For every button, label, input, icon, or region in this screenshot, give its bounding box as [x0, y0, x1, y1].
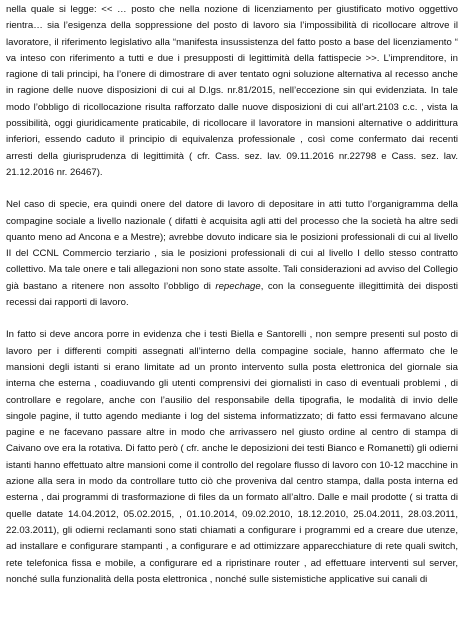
paragraph-3: In fatto si deve ancora porre in evidenza che i testi Biella e Santorelli , non sempre presenti sul posto di lavoro per i differenti compiti assegnati all’interno della compagine sociale, hanno affermato che le mansioni degli istanti si erano limitate ad un pronto intervento sulla posta elettronica del giornale sia interna che esterna , coadiuvando gli utenti comprensivi dei giornalisti in caso di eventuali problemi , di controllare e regolare, anche con l’ausilio del responsabile della tipografia, le modalità di invio delle singole pagine, il tutto agendo mediante i log del sistema informatizzato; di fatto essi fermavano alcune pagine e ne facevano passare altre in modo che arrivassero nel giusto ordine al centro di stampa di Caivano ove era la rotativa. Di fatto però ( cfr. anche le deposizioni dei testi Bianco e Romanetti) gli odierni istanti hanno effettuato altre mansioni come il controllo del regolare flusso di lavoro con 10-12 macchine in azione alla sera in modo da controllare tutto ciò che proveniva dal centro stampa, dalla posta interna ed esterna , dai programmi di trasformazione di files da un formato all’altro. Dalle e mail prodotte ( si tratta di quelle datate 14.04.2012, 05.02.2015, , 01.10.2014, 09.02.2010, 18.12.2010, 25.04.2011, 28.03.2011, 22.03.2011), gli odierni reclamanti sono stati chiamati a configurare i programmi ed a creare due utenze, ad installare e configurare stampanti , a configurare e ad ottimizzare apparecchiature di rete quali switch, rete telefonica fissa e mobile, a configurare ed a ripristinare router , ad effettuare interventi sul server, nonché sulla funzionalità della posta elettronica , nonché sulle sistemistiche applicative sui canali di [6, 329, 458, 585]
paragraph-2-text-before: Nel caso di specie, era quindi onere del datore di lavoro di depositare in atti tutto l’organigramma della compagine sociale a livello nazionale ( difatti è acquisita agli atti del processo che la società ha altre sedi quanto meno ad Ancona e a Mestre); avrebbe dovuto indicare sia le posizioni professionali di cui al livello II del CCNL Commercio terziario , sia le posizioni professionali di cui al livello I dello stesso contratto collettivo. Ma tale onere e tali allegazioni non sono state assolte. Tali considerazioni ad avviso del Collegio già bastano a ritenere non assolto l’obbligo di [6, 199, 458, 292]
repechage-term: repechage [215, 280, 261, 292]
paragraph-2 [6, 197, 458, 311]
paragraph-2-text-after: , con la conseguente illegittimità dei disposti recessi dai rapporti di lavoro. [6, 280, 458, 309]
paragraph-1: nella quale si legge: << … posto che nella nozione di licenziamento per giustificato motivo oggettivo rientra… sia l’esigenza della soppressione del posto di lavoro sia l’impossibilità di ricollocare altrove il lavoratore, il riferimento legislativo alla “manifesta insussistenza del fatto posto a base del licenziamento “ va inteso con riferimento a tutti e due i presupposti di legittimità della fattispecie >>. L’imprenditore, in ragione di tali principi, ha l’onere di dimostrare di aver tentato ogni soluzione alternativa al recesso anche in ragione delle nuove disposizioni di cui al D.lgs. nr.81/2015, nell’eccezione sin qui evidenziata. In tale modo l’obbligo di ricollocazione risulta rafforzato dalle nuove disposizioni di cui all’art.2103 c.c. , vista la possibilità, oggi giuridicamente praticabile, di ricollocare il lavoratore in mansioni alternative o addirittura inferiori, essendo caduto il principio di equivalenza professionale , così come confermato dai recenti arresti della giurisprudenza di legittimità ( cfr. Cass. sez. lav. 09.11.2016 nr.22798 e Cass. sez. lav. 21.12.2016 nr. 26467). [6, 4, 458, 178]
